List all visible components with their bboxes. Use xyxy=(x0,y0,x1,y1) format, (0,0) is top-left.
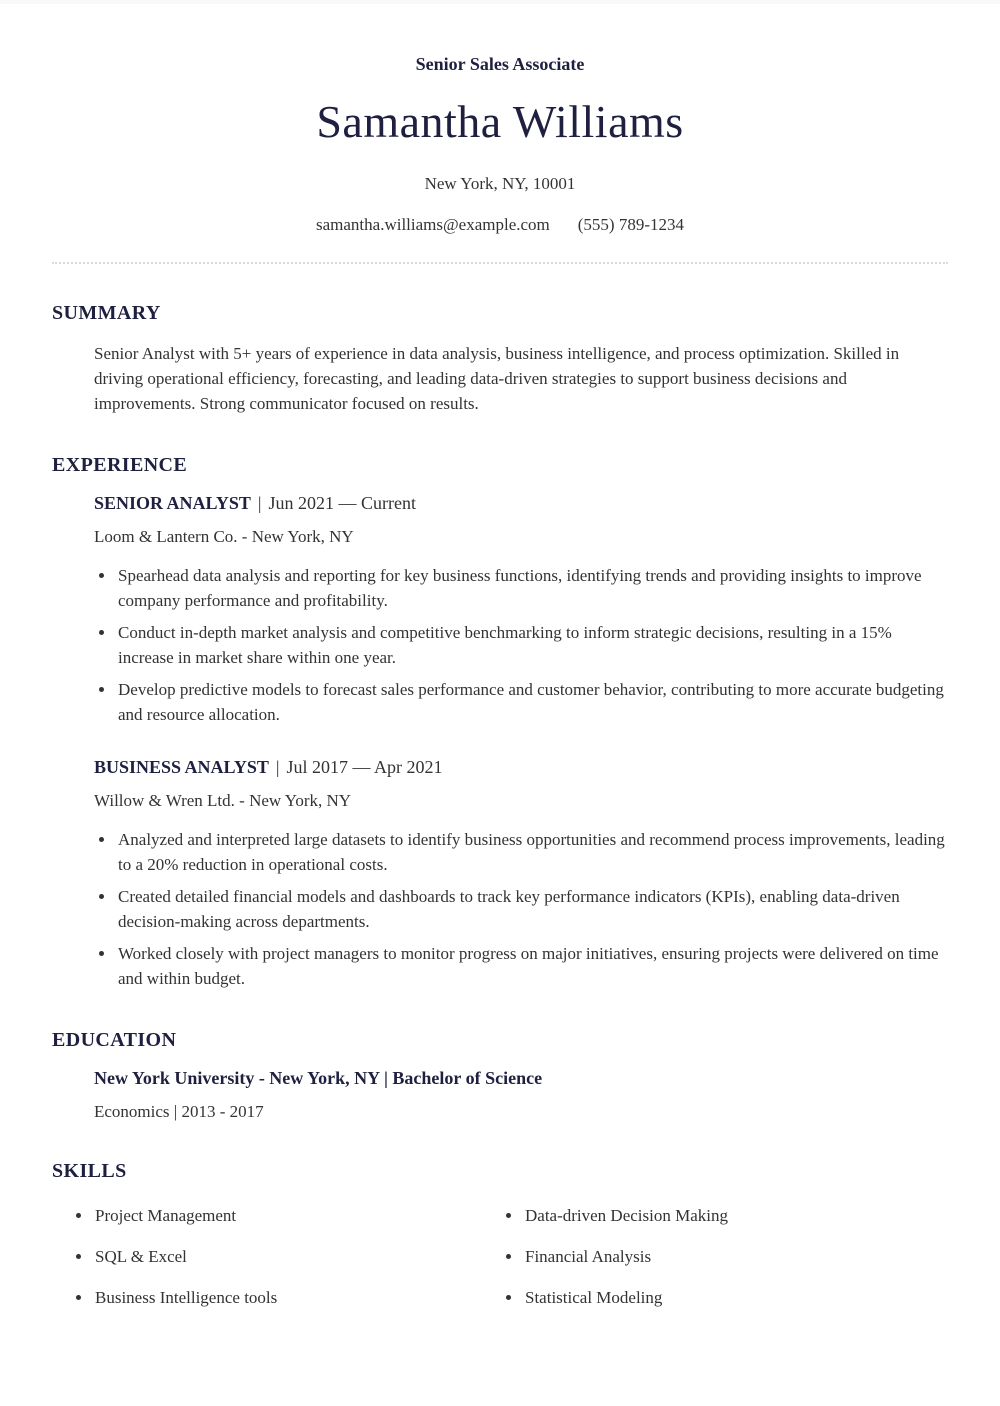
job-bullet: • Spearhead data analysis and reporting for key business functions, identifying trends and providing insights to improve company performance and profitability. xyxy=(116,563,948,613)
contact-line xyxy=(52,215,948,235)
job-separator: | xyxy=(275,756,280,777)
job-title-line xyxy=(94,757,948,778)
summary-text: Senior Analyst with 5+ years of experience in data analysis, business intelligence, and process optimization. Skilled in driving operational efficiency, forecasting, and leading data-driven strategies to support business decisions and improvements. Strong communicator focused on results. xyxy=(94,343,900,413)
resume-page xyxy=(0,4,1000,1386)
skills-list-left xyxy=(64,1203,494,1326)
summary-section xyxy=(52,302,948,416)
education-heading: EDUCATION xyxy=(52,1028,177,1051)
job-bullet: • Develop predictive models to forecast sales performance and customer behavior, contributing to more accurate budgeting and resource allocation. xyxy=(116,677,948,727)
job-bullet: • Analyzed and interpreted large datasets to identify business opportunities and recommend process improvements, leading to a 20% reduction in operational costs. xyxy=(116,827,948,877)
skills-heading: SKILLS xyxy=(52,1159,127,1182)
job-title-line xyxy=(94,493,948,514)
header-divider xyxy=(52,262,948,264)
job-entry xyxy=(94,757,948,991)
skill-item: • Data-driven Decision Making xyxy=(523,1203,948,1228)
resume-header xyxy=(52,4,948,235)
job-bullet: • Conduct in-depth market analysis and competitive benchmarking to inform strategic decisions, resulting in a 15% increase in market share within one year. xyxy=(116,620,948,670)
job-role: SENIOR ANALYST xyxy=(94,492,251,513)
job-company: Loom & Lantern Co. - New York, NY xyxy=(94,526,354,546)
header-job-title: Senior Sales Associate xyxy=(415,54,585,74)
job-bullet: • Created detailed financial models and dashboards to track key performance indicators (KPIs), enabling data-driven decision-making across departments. xyxy=(116,884,948,934)
skill-item: • SQL & Excel xyxy=(93,1244,494,1269)
job-bullet: • Worked closely with project managers to monitor progress on major initiatives, ensuring projects were delivered on time and within budget. xyxy=(116,941,948,991)
job-bullet-list xyxy=(94,563,948,727)
skill-item: • Business Intelligence tools xyxy=(93,1285,494,1310)
education-school-line: New York University - New York, NY | Bachelor of Science xyxy=(94,1067,543,1088)
skill-item: • Project Management xyxy=(93,1203,494,1228)
job-dates: Jul 2017 — Apr 2021 xyxy=(286,756,443,777)
candidate-name: Samantha Williams xyxy=(316,96,684,147)
skills-list-right xyxy=(494,1203,948,1326)
candidate-phone: (555) 789-1234 xyxy=(577,214,684,234)
job-role: BUSINESS ANALYST xyxy=(94,756,269,777)
experience-heading: EXPERIENCE xyxy=(52,453,188,476)
job-dates: Jun 2021 — Current xyxy=(268,492,417,513)
education-section xyxy=(52,1029,948,1122)
candidate-email: samantha.williams@example.com xyxy=(316,214,550,234)
summary-heading: SUMMARY xyxy=(52,301,161,324)
job-company: Willow & Wren Ltd. - New York, NY xyxy=(94,790,352,810)
skill-item: • Statistical Modeling xyxy=(523,1285,948,1310)
skill-item: • Financial Analysis xyxy=(523,1244,948,1269)
job-separator: | xyxy=(257,492,262,513)
skills-grid xyxy=(52,1203,948,1326)
candidate-location: New York, NY, 10001 xyxy=(424,173,576,193)
education-details: Economics | 2013 - 2017 xyxy=(94,1101,264,1121)
job-entry xyxy=(94,493,948,727)
job-bullet-list xyxy=(94,827,948,991)
experience-section xyxy=(52,454,948,991)
skills-section xyxy=(52,1160,948,1326)
